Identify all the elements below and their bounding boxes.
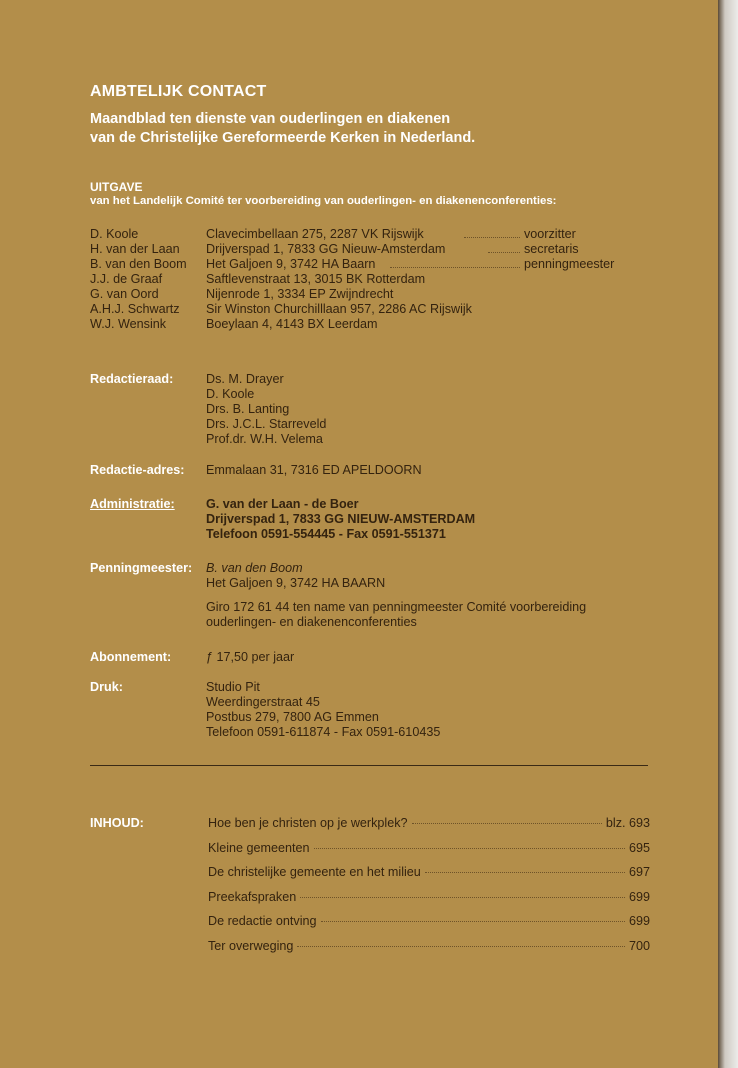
leader-dots <box>314 848 625 849</box>
toc-item[interactable] <box>208 890 650 915</box>
redactie-adres-value: Emmalaan 31, 7316 ED APELDOORN <box>206 463 422 477</box>
toc-item-page: 699 <box>628 889 650 904</box>
committee-address: Saftlevenstraat 13, 3015 BK Rotterdam <box>206 272 426 286</box>
toc-item-title: De christelijke gemeente en het milieu <box>208 865 421 880</box>
redactie-adres-label: Redactie-adres: <box>90 463 185 477</box>
leader-dots <box>412 823 602 824</box>
section-divider <box>90 765 648 766</box>
spacer <box>206 591 586 600</box>
committee-name: J.J. de Graaf <box>90 272 163 286</box>
druk-lines <box>206 680 440 740</box>
toc-item[interactable] <box>208 914 650 939</box>
committee-address: Drijverspad 1, 7833 GG Nieuw-Amsterdam <box>206 242 446 256</box>
redactieraad-label: Redactieraad: <box>90 372 174 386</box>
penningmeester-details <box>206 561 586 630</box>
table-of-contents <box>208 816 650 964</box>
giro-line-1: Giro 172 61 44 ten name van penningmeester Comité voorbereiding <box>206 600 587 614</box>
redactieraad-member: D. Koole <box>206 387 255 401</box>
leader-dots <box>464 237 520 238</box>
toc-item[interactable] <box>208 939 650 964</box>
toc-item[interactable] <box>208 865 650 890</box>
abonnement-value: ƒ 17,50 per jaar <box>206 650 295 664</box>
leader-dots <box>297 946 625 947</box>
administratie-label: Administratie: <box>90 497 175 511</box>
penningmeester-name: B. van den Boom <box>206 561 303 575</box>
toc-item-page: 697 <box>628 865 650 880</box>
committee-name: D. Koole <box>90 227 139 241</box>
committee-address: Boeylaan 4, 4143 BX Leerdam <box>206 317 378 331</box>
committee-name: G. van Oord <box>90 287 159 301</box>
magazine-title: AMBTELIJK CONTACT <box>90 83 267 100</box>
toc-item-page: 699 <box>628 914 650 929</box>
redactieraad-members <box>206 372 326 447</box>
redactieraad-member: Drs. B. Lanting <box>206 402 290 416</box>
toc-item-page: 700 <box>628 938 650 953</box>
committee-name: A.H.J. Schwartz <box>90 302 180 316</box>
administratie-lines <box>206 497 475 542</box>
toc-item[interactable] <box>208 841 650 866</box>
administratie-line: Telefoon 0591-554445 - Fax 0591-551371 <box>206 527 446 541</box>
druk-line: Postbus 279, 7800 AG Emmen <box>206 710 379 724</box>
committee-address: Clavecimbellaan 275, 2287 VK Rijswijk <box>206 227 424 241</box>
toc-item-page: 695 <box>628 840 650 855</box>
page-edge <box>718 0 738 1068</box>
committee-name: W.J. Wensink <box>90 317 167 331</box>
toc-item-title: Hoe ben je christen op je werkplek? <box>208 816 408 830</box>
magazine-subtitle <box>90 110 475 148</box>
redactieraad-member: Prof.dr. W.H. Velema <box>206 432 323 446</box>
committee-role: penningmeester <box>524 257 615 271</box>
committee-address: Sir Winston Churchilllaan 957, 2286 AC Rijswijk <box>206 302 472 316</box>
abonnement-label: Abonnement: <box>90 650 172 664</box>
subtitle-line-1: Maandblad ten dienste van ouderlingen en diakenen <box>90 111 451 127</box>
redactieraad-member: Ds. M. Drayer <box>206 372 284 386</box>
inhoud-label: INHOUD: <box>90 816 144 830</box>
penningmeester-address: Het Galjoen 9, 3742 HA BAARN <box>206 576 386 590</box>
druk-label: Druk: <box>90 680 123 694</box>
committee-address: Nijenrode 1, 3334 EP Zwijndrecht <box>206 287 394 301</box>
druk-line: Studio Pit <box>206 680 260 694</box>
committee-address: Het Galjoen 9, 3742 HA Baarn <box>206 257 376 271</box>
uitgave-subheading: van het Landelijk Comité ter voorbereiding van ouderlingen- en diakenenconferenties: <box>90 195 557 207</box>
committee-name: H. van der Laan <box>90 242 180 256</box>
committee-name: B. van den Boom <box>90 257 187 271</box>
leader-dots <box>300 897 625 898</box>
toc-item-title: De redactie ontving <box>208 914 317 929</box>
subtitle-line-2: van de Christelijke Gereformeerde Kerken in Nederland. <box>90 130 476 146</box>
leader-dots <box>488 252 520 253</box>
giro-line-2: ouderlingen- en diakenenconferenties <box>206 615 417 629</box>
toc-item-title: Ter overweging <box>208 938 294 953</box>
leader-dots <box>321 921 625 922</box>
druk-line: Weerdingerstraat 45 <box>206 695 320 709</box>
penningmeester-label: Penningmeester: <box>90 561 193 575</box>
committee-role: secretaris <box>524 242 579 256</box>
leader-dots <box>390 267 520 268</box>
toc-item[interactable] <box>208 816 650 841</box>
toc-item-title: Preekafspraken <box>208 889 297 904</box>
uitgave-heading: UITGAVE <box>90 180 143 194</box>
administratie-line: G. van der Laan - de Boer <box>206 497 359 511</box>
committee-role: voorzitter <box>524 227 576 241</box>
toc-item-title: Kleine gemeenten <box>208 840 310 855</box>
administratie-line: Drijverspad 1, 7833 GG NIEUW-AMSTERDAM <box>206 512 476 526</box>
redactieraad-member: Drs. J.C.L. Starreveld <box>206 417 327 431</box>
leader-dots <box>425 872 625 873</box>
druk-line: Telefoon 0591-611874 - Fax 0591-610435 <box>206 725 441 739</box>
toc-item-page: blz. 693 <box>605 816 650 830</box>
